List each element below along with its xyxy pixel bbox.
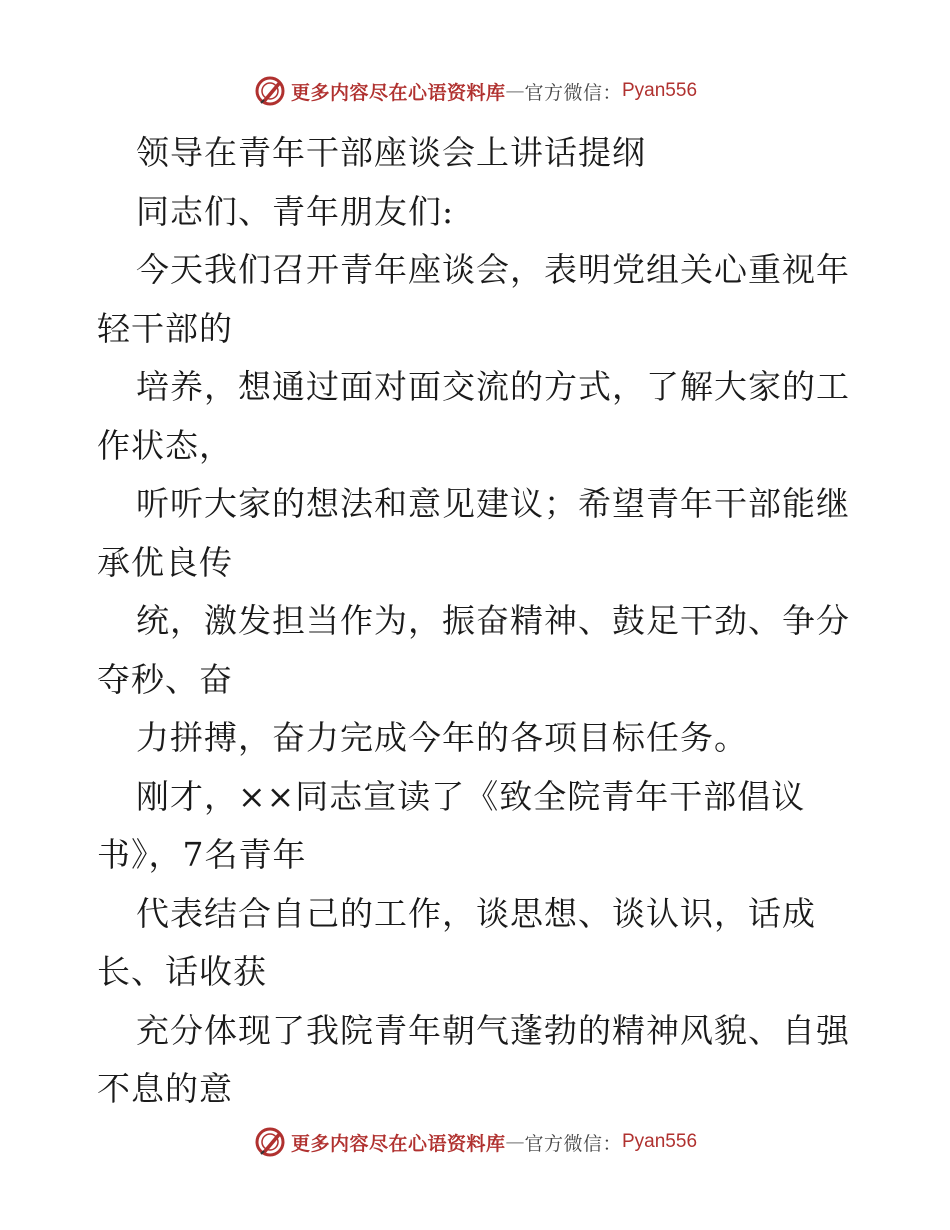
wechat-label: 官方微信： bbox=[524, 81, 622, 104]
body-line: 刚才，××同志宣读了《致全院青年干部倡议 bbox=[136, 776, 806, 816]
wechat-label: 官方微信： bbox=[524, 1132, 622, 1155]
promo-text: 更多内容尽在心语资料库 bbox=[290, 81, 506, 104]
body-line: 今天我们召开青年座谈会，表明党组关心重视年 bbox=[136, 250, 850, 289]
wechat-id: Pyan556 bbox=[622, 80, 698, 101]
body-line: 统，激发担当作为，振奋精神、鼓足干劲、争分 bbox=[136, 601, 850, 640]
wechat-id: Pyan556 bbox=[622, 1131, 698, 1152]
greeting: 同志们、青年朋友们: bbox=[136, 191, 455, 231]
body-line: 力拼搏，奋力完成今年的各项目标任务。 bbox=[136, 718, 748, 757]
document-title: 领导在青年干部座谈会上讲话提纲 bbox=[136, 133, 646, 172]
separator-dash: — bbox=[505, 1131, 525, 1153]
document-body bbox=[97, 124, 857, 1119]
body-line: 听听大家的想法和意见建议；希望青年干部能继 bbox=[136, 484, 850, 523]
body-line: 培养，想通过面对面交流的方式，了解大家的工 bbox=[136, 367, 850, 406]
quill-pen-logo-icon bbox=[253, 1125, 287, 1159]
body-line: 轻干部的 bbox=[97, 308, 233, 348]
body-line: 长、话收获 bbox=[97, 952, 267, 991]
body-line: 夺秒、奋 bbox=[97, 659, 233, 699]
body-line: 作状态， bbox=[97, 425, 233, 465]
body-line: 书》，7名青年 bbox=[97, 835, 307, 874]
promo-text: 更多内容尽在心语资料库 bbox=[290, 1132, 506, 1155]
footer-watermark-banner bbox=[0, 1122, 950, 1162]
body-line: 代表结合自己的工作，谈思想、谈认识，话成 bbox=[136, 893, 816, 933]
header-watermark-banner bbox=[0, 71, 950, 111]
body-line: 承优良传 bbox=[97, 542, 233, 582]
quill-pen-logo-icon bbox=[253, 74, 287, 108]
body-line: 不息的意 bbox=[97, 1069, 233, 1108]
separator-dash: — bbox=[505, 80, 525, 102]
body-line: 充分体现了我院青年朝气蓬勃的精神风貌、自强 bbox=[136, 1010, 850, 1050]
